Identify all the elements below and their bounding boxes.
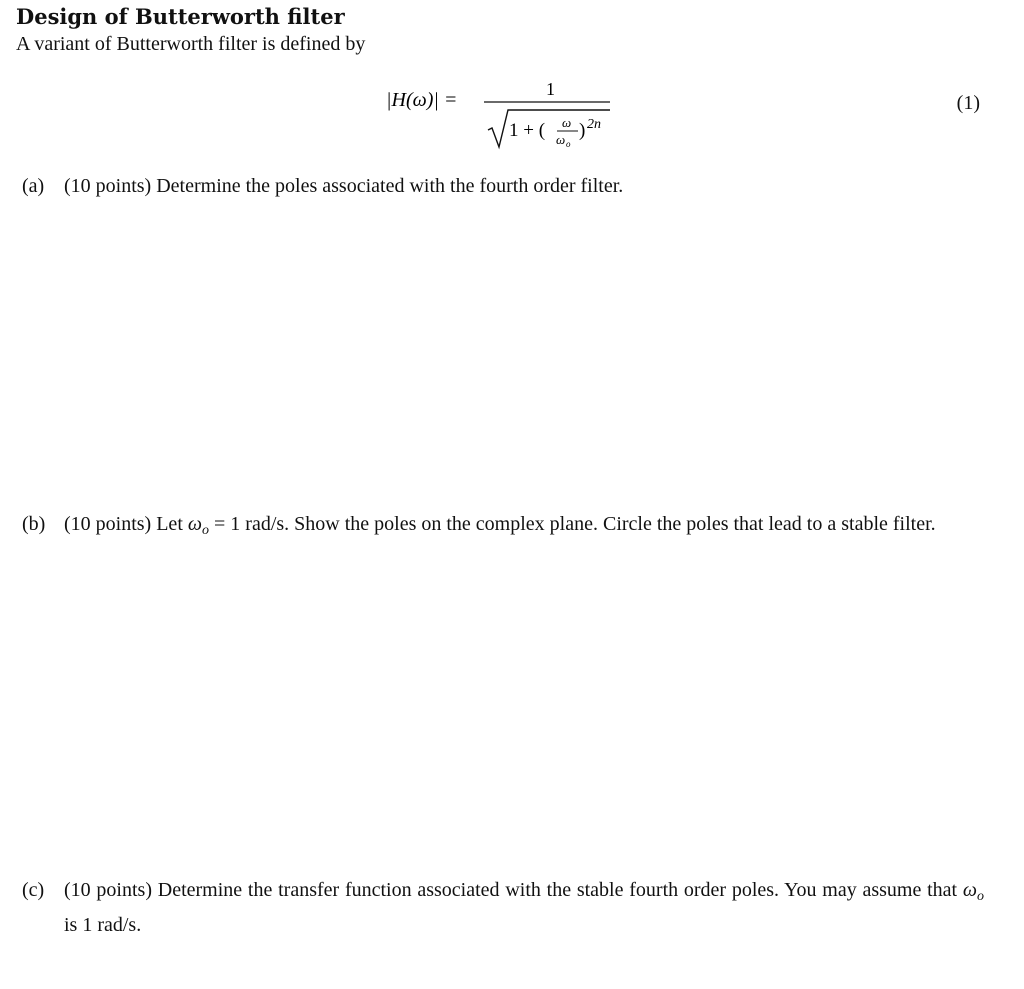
omega-symbol: ω <box>187 513 202 535</box>
problem-a-label: (a) <box>22 175 45 197</box>
problem-a-body <box>64 172 984 200</box>
close-paren: ) <box>579 120 586 141</box>
problem-b-text-after: = 1 rad/s. Show the poles on the complex plane. Circle the poles that lead to a stable filter. <box>214 513 936 535</box>
problem-b-body <box>64 510 984 545</box>
inner-fraction-num: ω <box>562 115 572 130</box>
problem-b <box>22 510 984 570</box>
problem-c-points: (10 points) <box>64 879 152 901</box>
omega-subscript: o <box>977 889 985 904</box>
radicand-one: 1 + ( <box>509 120 546 141</box>
problem-c-label: (c) <box>22 879 45 901</box>
omega-subscript: o <box>202 523 209 538</box>
equation-numerator: 1 <box>546 79 555 99</box>
problem-a-points: (10 points) <box>64 175 152 197</box>
problem-a-text: Determine the poles associated with the fourth order filter. <box>156 175 624 197</box>
equation-lhs: |H(ω)| = <box>386 89 458 111</box>
problem-c <box>22 876 984 936</box>
problem-c-body <box>64 876 984 939</box>
butterworth-equation <box>380 72 640 158</box>
inner-fraction-den: ω <box>556 132 566 147</box>
problem-a <box>22 172 984 202</box>
problem-c-text-after: is 1 rad/s. <box>64 914 142 936</box>
problem-c-text-before: Determine the transfer function associated with the stable fourth order poles. You may assume that <box>157 879 958 901</box>
problem-b-text-before: Let <box>156 513 183 535</box>
document-title: Design of Butterworth filter <box>16 4 345 29</box>
inner-fraction-den-sub: o <box>566 139 571 149</box>
equation-number: (1) <box>956 92 980 114</box>
problem-b-label: (b) <box>22 513 46 535</box>
intro-text: A variant of Butterworth filter is defined by <box>16 33 366 55</box>
problem-b-points: (10 points) <box>64 513 152 535</box>
exponent: 2n <box>587 117 601 132</box>
omega-symbol: ω <box>962 879 978 901</box>
